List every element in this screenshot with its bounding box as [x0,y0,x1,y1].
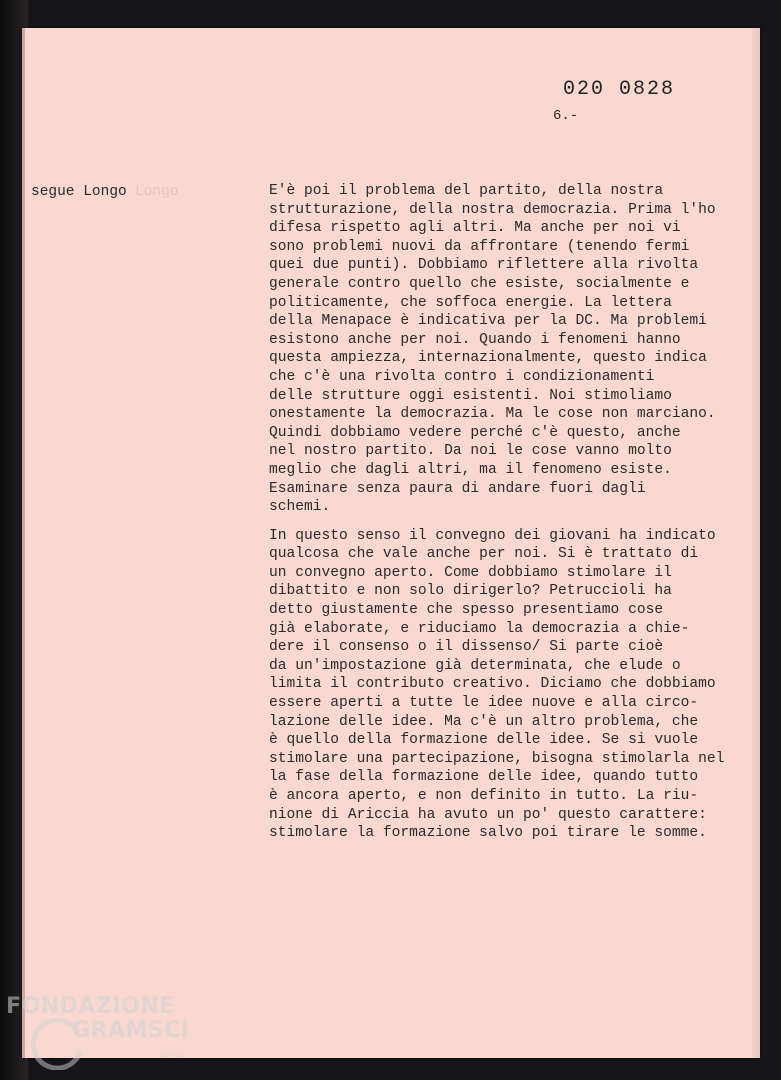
text-line: E'è poi il problema del partito, della nostra [269,183,664,199]
text-line: che c'è una rivolta contro i condizionamenti [269,368,655,385]
text-line: nel nostro partito. Da noi le cose vanno molto [269,443,672,460]
text-line: questa ampiezza, internazionalmente, questo indica [269,350,707,367]
watermark-sub: onlus [160,1050,185,1060]
text-line: da un'impostazione già determinata, che elude o [269,657,681,674]
text-line: qualcosa che vale anche per noi. Si è trattato di [269,546,699,563]
watermark-line1: FONDAZIONE [6,994,175,1019]
speech-text [269,182,759,843]
page-number: 6.- [553,108,579,124]
document-number: 020 0828 [563,78,676,101]
text-line: detto giustamente che spesso presentiamo cose [269,602,664,619]
text-line: nione di Ariccia ha avuto un po' questo carattere: [269,806,707,823]
text-line: sono problemi nuovi da affrontare (tenendo fermi [269,238,690,255]
text-line: dere il consenso o il dissenso/ Si parte cioè [269,639,664,656]
speaker-bleed-through: Longo [135,184,179,200]
text-line: dibattito e non solo dirigerlo? Petruccioli ha [269,583,672,600]
fondazione-gramsci-watermark [6,994,206,1074]
paragraph-1 [269,182,759,517]
text-line: della Menapace è indicativa per la DC. Ma problemi [269,313,707,330]
text-line: essere aperti a tutte le idee nuove e alla circo- [269,695,699,712]
text-line: è ancora aperto, e non definito in tutto. La riu- [269,788,699,804]
text-line: la fase della formazione delle idee, quando tutto [269,769,699,786]
text-line: stimolare una partecipazione, bisogna stimolarla nel [269,750,725,767]
text-line: lazione delle idee. Ma c'è un altro problema, che [269,713,699,730]
text-line: è quello della formazione delle idee. Se si vuole [269,732,699,749]
text-line: meglio che dagli altri, ma il fenomeno esiste. [269,461,672,478]
text-line: Quindi dobbiamo vedere perché c'è questo, anche [269,424,681,441]
text-line: onestamente la democrazia. Ma le cose non marciano. [269,406,716,423]
text-line: stimolare la formazione salvo poi tirare le somme. [269,825,707,842]
text-line: quei due punti). Dobbiamo riflettere alla rivolta [269,257,699,274]
paragraph-2 [269,527,759,843]
watermark-line2: GRAMSCI [72,1018,190,1043]
text-line: un convegno aperto. Come dobbiamo stimolare il [269,564,672,581]
text-line: delle strutture oggi esistenti. Noi stimoliamo [269,387,672,404]
text-line: In questo senso il convegno dei giovani ha indicato [269,527,716,544]
text-line: già elaborate, e riduciamo la democrazia a chie- [269,620,690,637]
text-line: schemi. [269,499,331,516]
text-line: strutturazione, della nostra democrazia. Prima l'ho [269,201,716,218]
text-line: esistono anche per noi. Quando i fenomeni hanno [269,331,681,348]
text-line: generale contro quello che esiste, socialmente e [269,275,690,292]
document-page [22,28,760,1058]
text-line: politicamente, che soffoca energie. La lettera [269,294,672,311]
text-line: difesa rispetto agli altri. Ma anche per noi vi [269,220,681,237]
text-line: Esaminare senza paura di andare fuori dagli [269,480,646,497]
text-line: limita il contributo creativo. Diciamo che dobbiamo [269,676,716,693]
speaker-label: segue Longo [31,184,127,200]
